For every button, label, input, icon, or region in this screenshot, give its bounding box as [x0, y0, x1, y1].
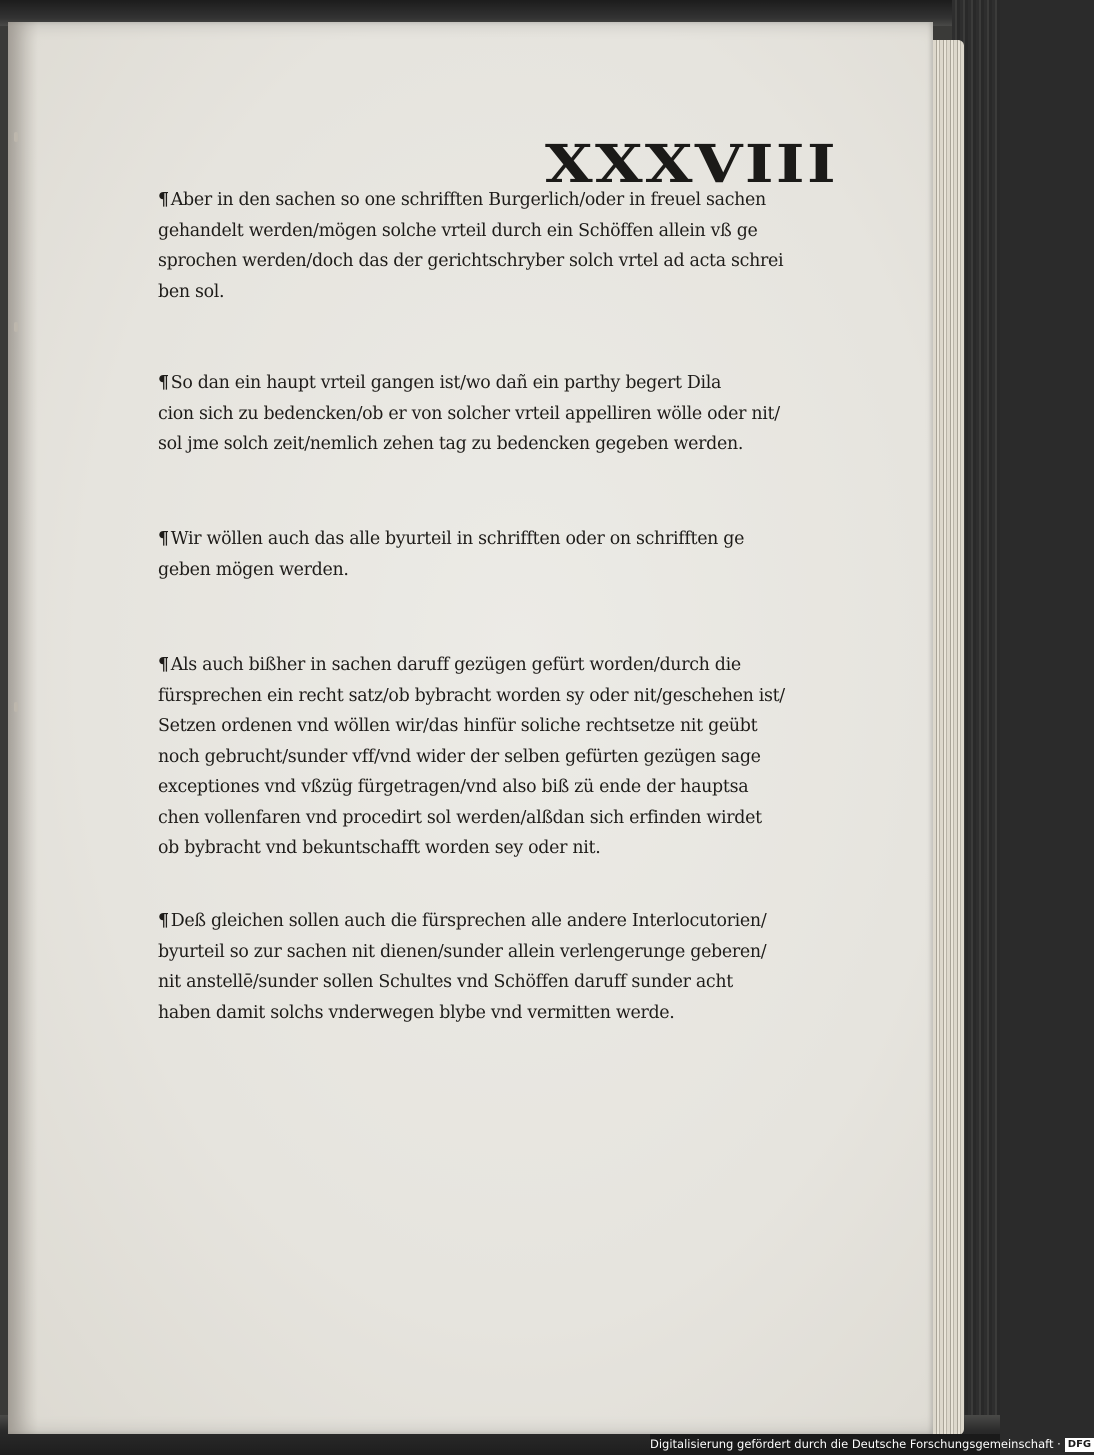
text-line: ¶ So dan ein haupt vrteil gangen ist/wo dañ ein parthy begert Dila: [158, 373, 722, 393]
text-line: ¶ Wir wöllen auch das alle byurteil in schrifften oder on schrifften ge: [158, 529, 745, 549]
text-line: haben damit solchs vnderwegen blybe vnd vermitten werde.: [158, 1002, 675, 1023]
text-line: ob bybracht vnd bekuntschafft worden sey oder nit.: [158, 838, 601, 858]
text-line: noch gebrucht/sunder vff/vnd wider der selben gefürten gezügen sage: [158, 746, 761, 767]
paragraph-4: [158, 650, 798, 864]
text-line: ¶ Deß gleichen sollen auch die fürsprechen alle andere Interlocutorien/: [158, 911, 767, 931]
gutter-shadow: [8, 22, 38, 1434]
digitization-credit: Digitalisierung gefördert durch die Deutsche Forschungsgemeinschaft ·: [650, 1437, 1061, 1451]
text-line: sol jme solch zeit/nemlich zehen tag zu bedencken gegeben werden.: [158, 434, 744, 454]
text-line: sprochen werden/doch das der gerichtschryber solch vrtel ad acta schrei: [158, 251, 784, 271]
text-line: geben mögen werden.: [158, 559, 349, 580]
paragraph-1: [158, 185, 798, 307]
text-line: Setzen ordenen vnd wöllen wir/das hinfür soliche rechtsetze nit geübt: [158, 716, 758, 736]
paragraph-mark: ¶: [158, 911, 169, 931]
sewing-mark: [14, 132, 18, 142]
sewing-mark: [14, 322, 18, 332]
text-line: byurteil so zur sachen nit dienen/sunder allein verlengerunge geberen/: [158, 941, 767, 962]
book-page: [8, 22, 933, 1434]
text-line: nit anstellē/sunder sollen Schultes vnd Schöffen daruff sunder acht: [158, 972, 733, 992]
text-line: fürsprechen ein recht satz/ob bybracht worden sy oder nit/geschehen ist/: [158, 685, 785, 706]
text-line: ¶ Als auch bißher in sachen daruff gezügen gefürt worden/durch die: [158, 655, 741, 675]
paragraph-5: [158, 906, 798, 1028]
paragraph-2: [158, 368, 798, 460]
text-line: ¶ Aber in den sachen so one schrifften Burgerlich/oder in freuel sachen: [158, 190, 766, 210]
text-line: exceptiones vnd vßzüg fürgetragen/vnd also biß zü ende der hauptsa: [158, 777, 749, 797]
text-line: ben sol.: [158, 281, 225, 302]
paragraph-mark: ¶: [158, 190, 169, 210]
sewing-mark: [14, 702, 18, 712]
paragraph-mark: ¶: [158, 655, 169, 675]
paragraph-3: [158, 524, 798, 585]
digitization-credit-bar: [650, 1434, 1092, 1455]
paragraph-mark: ¶: [158, 373, 169, 393]
page-stack-edges: [930, 40, 964, 1435]
text-line: cion sich zu bedencken/ob er von solcher vrteil appelliren wölle oder nit/: [158, 403, 780, 424]
text-line: gehandelt werden/mögen solche vrteil durch ein Schöffen allein vß ge: [158, 220, 758, 241]
folio-number: XXXVIII: [545, 134, 839, 195]
text-line: chen vollenfaren vnd procedirt sol werden/alßdan sich erfinden wirdet: [158, 807, 762, 828]
paragraph-mark: ¶: [158, 529, 169, 549]
dfg-logo-icon: DFG: [1065, 1438, 1094, 1452]
